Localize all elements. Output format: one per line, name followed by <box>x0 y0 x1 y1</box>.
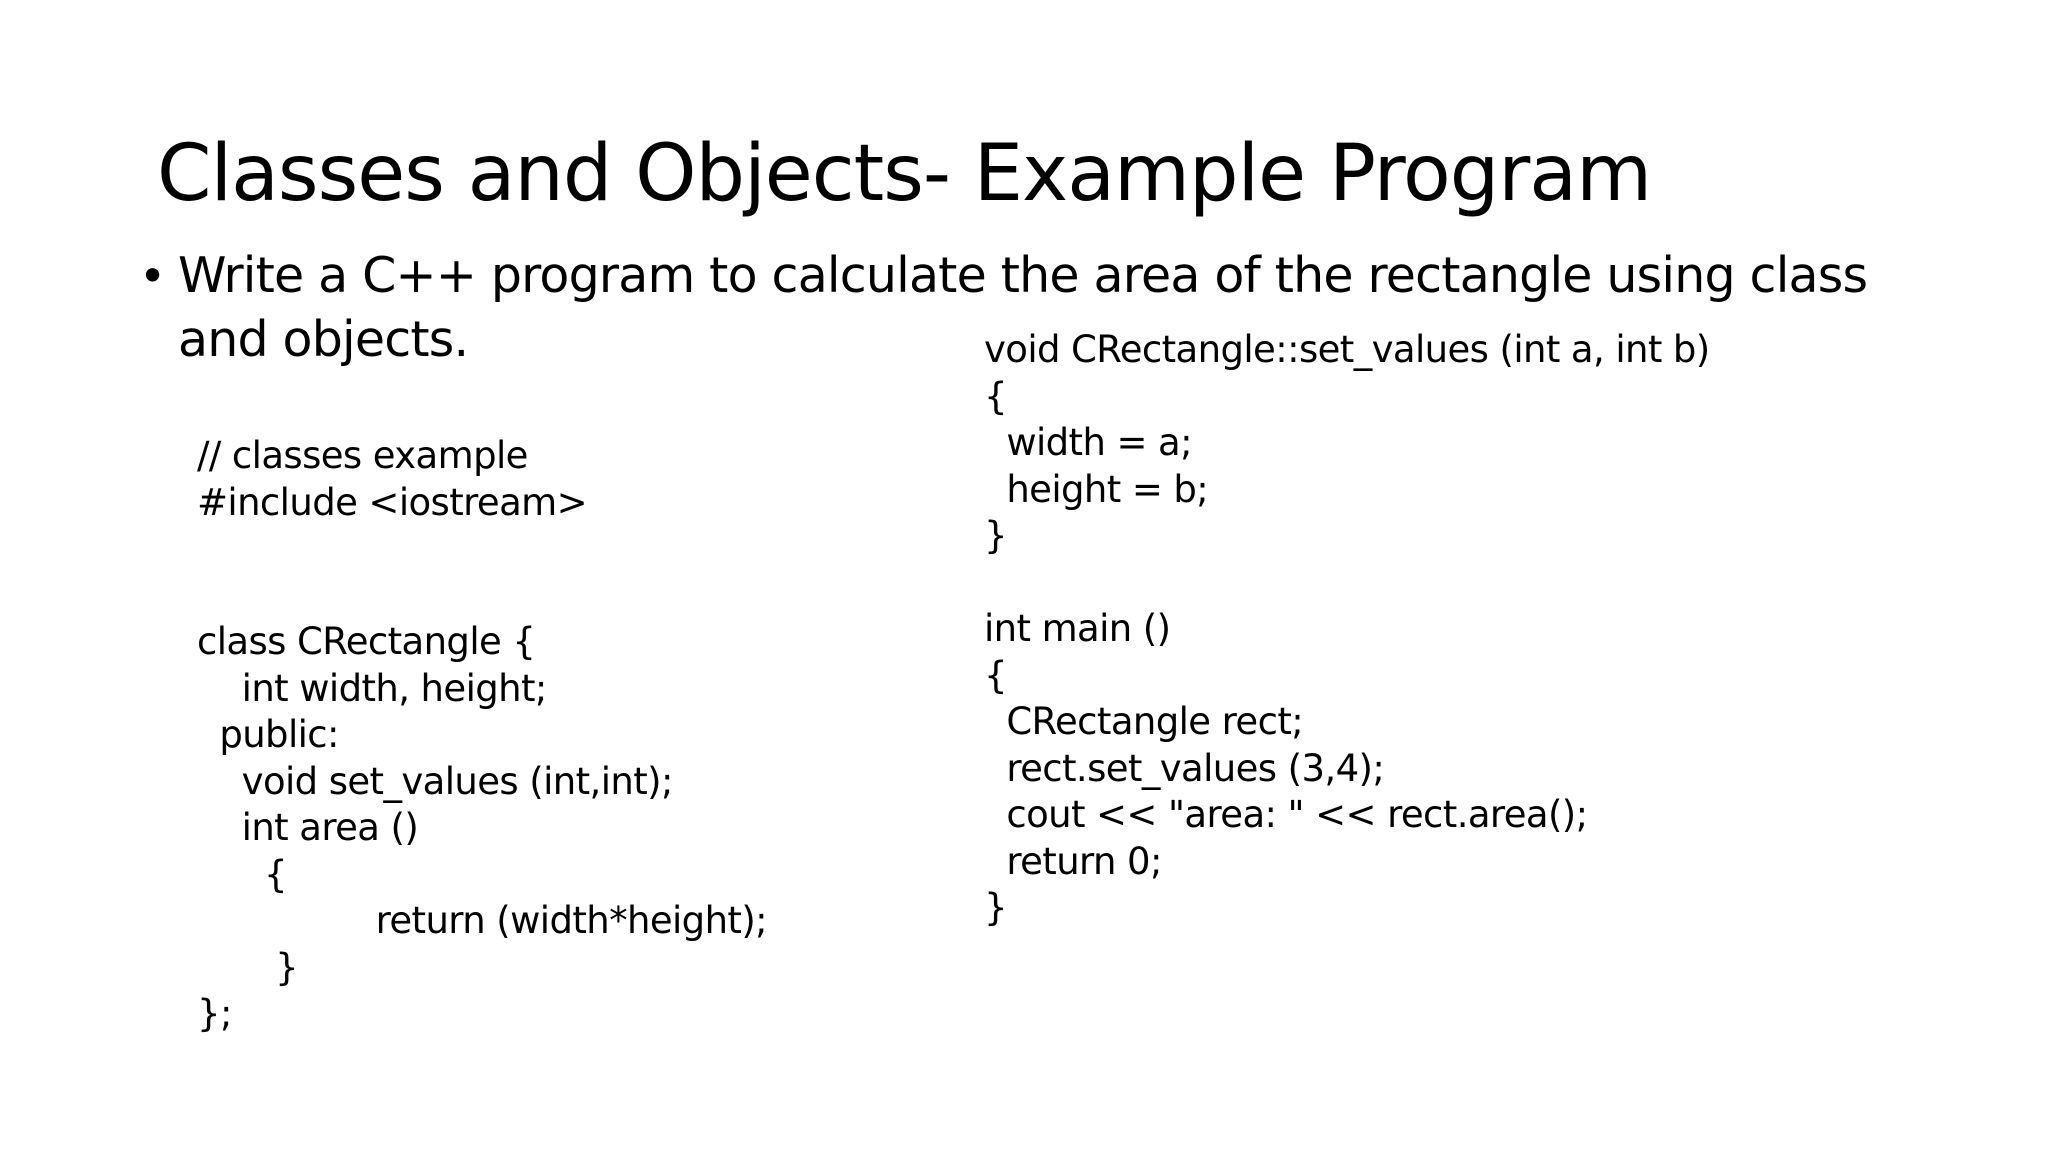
bullet-line: Write a C++ program to calculate the area of the rectangle using class <box>178 247 1868 304</box>
code-line: class CRectangle { <box>197 620 536 663</box>
slide-title: Classes and Objects- Example Program <box>157 129 1652 219</box>
code-line: int area () <box>197 806 419 849</box>
code-line: width = a; <box>984 421 1192 464</box>
code-line: } <box>984 514 1007 557</box>
code-line: return 0; <box>984 839 1162 883</box>
code-line: { <box>197 852 287 896</box>
code-line: } <box>197 945 299 989</box>
code-line <box>197 526 767 573</box>
code-line: rect.set_values (3,4); <box>984 746 1385 790</box>
code-line: return (width*height); <box>197 899 768 942</box>
code-line: void CRectangle::set_values (int a, int b) <box>984 328 1710 371</box>
code-line: }; <box>197 992 232 1035</box>
code-line <box>984 560 1710 607</box>
code-line: { <box>984 653 1007 697</box>
code-line: int width, height; <box>197 666 547 710</box>
code-line: cout << "area: " << rect.area(); <box>984 793 1588 836</box>
code-line: #include <iostream> <box>197 480 587 524</box>
code-block-main-function <box>984 327 1710 932</box>
bullet-marker: • <box>139 249 167 303</box>
code-line: void set_values (int,int); <box>197 759 673 803</box>
code-line: int main () <box>984 607 1171 650</box>
code-line: CRectangle rect; <box>984 700 1304 743</box>
code-line: { <box>984 374 1007 418</box>
code-line: public: <box>197 713 339 756</box>
bullet-line: and objects. <box>178 311 469 368</box>
code-line: height = b; <box>984 467 1209 511</box>
code-block-class-definition <box>197 433 767 1038</box>
code-line: // classes example <box>197 434 528 477</box>
code-line: } <box>984 886 1007 929</box>
code-line <box>197 573 767 620</box>
